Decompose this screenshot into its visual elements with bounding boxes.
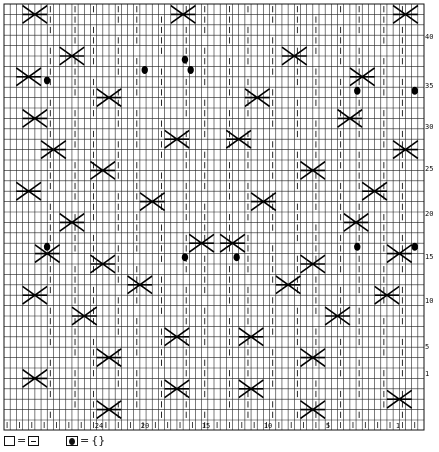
bobble-stitch	[412, 243, 418, 251]
column-number-20: 20	[140, 422, 150, 430]
legend-bobble	[66, 434, 105, 448]
chart-legend	[4, 434, 204, 448]
bobble-stitch	[187, 66, 193, 74]
column-number-10: 10	[263, 422, 273, 430]
knit-symbol-icon	[4, 436, 15, 446]
row-number-40: 40	[425, 33, 434, 41]
column-ticks	[7, 422, 415, 428]
row-number-1: 1	[425, 370, 430, 378]
bobble-stitch	[44, 76, 50, 84]
bobble-stitch	[233, 253, 239, 261]
row-number-20: 20	[425, 210, 434, 218]
column-number-24: 24	[94, 422, 104, 430]
bobble-stitch	[354, 87, 360, 95]
row-number-15: 15	[425, 253, 434, 261]
column-number-5: 5	[325, 422, 331, 430]
row-number-10: 10	[425, 297, 434, 305]
row-number-5: 5	[425, 343, 430, 351]
bobble-stitch	[44, 243, 50, 251]
bobble-stitch	[182, 56, 188, 64]
column-number-1: 1	[395, 422, 401, 430]
bobble-stitch	[182, 253, 188, 261]
legend-knit-purl	[4, 434, 39, 448]
legend-equals: =	[17, 434, 27, 447]
legend-equals-bobble: =	[80, 434, 90, 447]
bobble-symbol-icon	[66, 436, 78, 446]
bobble-stitch	[412, 87, 418, 95]
purl-symbol-icon	[28, 436, 39, 446]
bobble-stitch	[142, 66, 148, 74]
column-number-15: 15	[201, 422, 211, 430]
row-number-25: 25	[425, 165, 434, 173]
row-number-30: 30	[425, 123, 434, 131]
row-number-35: 35	[425, 82, 434, 90]
bobble-loop-icon: {}	[91, 434, 106, 447]
bobble-stitch	[354, 243, 360, 251]
